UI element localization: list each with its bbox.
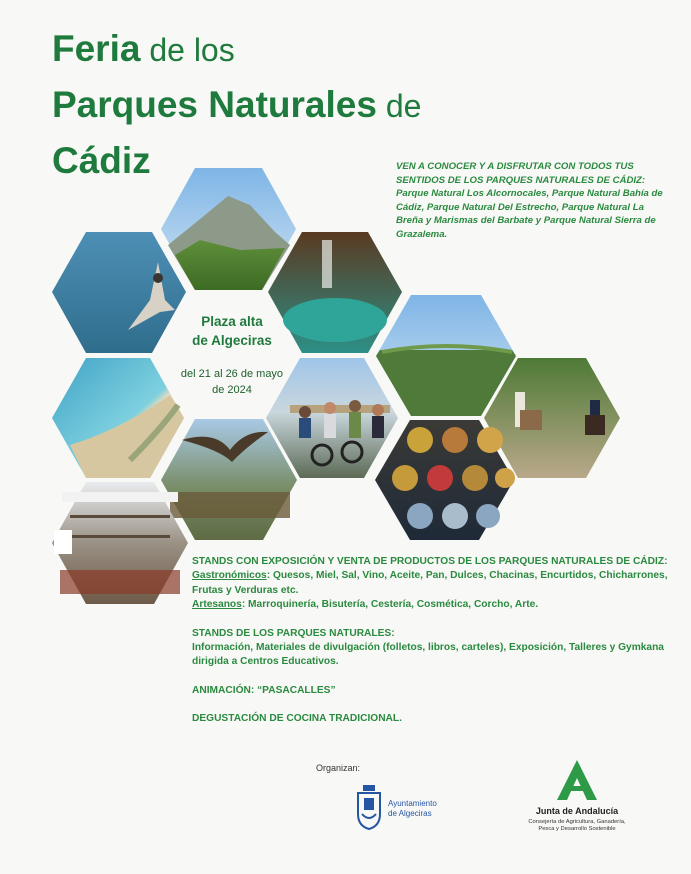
hex-photo-pine-forest <box>376 295 516 416</box>
animacion-line: ANIMACIÓN: “PASACALLES” <box>192 684 336 696</box>
organizers-label: Organizan: <box>316 763 361 773</box>
gastro-line <box>192 569 684 598</box>
event-venue <box>182 312 282 350</box>
junta-name: Junta de Andalucía <box>535 806 619 816</box>
ayuntamiento-crest-icon <box>355 784 383 830</box>
event-dates <box>168 366 296 398</box>
intro-caps: VEN A CONOCER Y A DISFRUTAR CON TODOS TUS SENTIDOS DE LOS PARQUES NATURALES DE CÁDIZ: <box>396 161 646 186</box>
arte-line <box>192 598 684 612</box>
hex-photo-horse-riders <box>484 358 620 478</box>
intro-parks: Parque Natural Los Alcornocales, Parque Natural Bahía de Cádiz, Parque Natural Del Estrecho, Parque Natural La Breña y Marismas del Barbate y Parque Natural Sierra de Grazalema. <box>396 188 663 240</box>
arte-label: Artesanos <box>192 599 242 611</box>
junta-andalucia-emblem-icon <box>556 758 598 802</box>
title-line-2: Parques Naturales de <box>52 84 422 125</box>
hex-photo-waterfall-pool <box>268 232 402 353</box>
ayuntamiento-name: Ayuntamiento de Algeciras <box>388 799 437 818</box>
hex-photo-mountain <box>161 168 296 290</box>
ayuntamiento-logo <box>355 784 455 832</box>
parks-heading: STANDS DE LOS PARQUES NATURALES: <box>192 627 395 639</box>
degustacion-line: DEGUSTACIÓN DE COCINA TRADICIONAL. <box>192 713 402 725</box>
hex-photo-falcon <box>52 232 186 353</box>
junta-department: Consejería de Agricultura, Ganadería, Pesca y Desarrollo Sostenible <box>528 819 626 832</box>
gastro-text: : Quesos, Miel, Sal, Vino, Aceite, Pan, Dulces, Chacinas, Encurtidos, Chicharrones, Frutas y Verduras etc. <box>192 570 668 596</box>
gastro-label: Gastronómicos <box>192 570 267 582</box>
hex-photo-vultures <box>161 419 297 540</box>
event-program <box>192 555 684 727</box>
title-line-1: Feria de los <box>52 28 235 69</box>
stands-heading: STANDS CON EXPOSICIÓN Y VENTA DE PRODUCTOS DE LOS PARQUES NATURALES DE CÁDIZ: <box>192 556 668 567</box>
hex-photo-coast-beach <box>52 358 184 478</box>
dates-line-2: de 2024 <box>212 384 252 396</box>
arte-text: : Marroquinería, Bisutería, Cestería, Cosmética, Corcho, Arte. <box>241 599 539 611</box>
venue-line-1: Plaza alta <box>201 314 263 329</box>
hex-photo-market-stall <box>52 482 188 604</box>
dates-line-1: del 21 al 26 de mayo <box>180 368 284 380</box>
venue-line-2: de Algeciras <box>192 333 272 348</box>
parks-text: Información, Materiales de divulgación (folletos, libros, carteles), Exposición, Talleres y Gymkana dirigida a Centros Educativos. <box>192 642 664 668</box>
title-line-3: Cádiz <box>52 140 151 181</box>
hex-photo-preserves-jars <box>375 420 515 540</box>
junta-andalucia-logo <box>518 758 636 838</box>
